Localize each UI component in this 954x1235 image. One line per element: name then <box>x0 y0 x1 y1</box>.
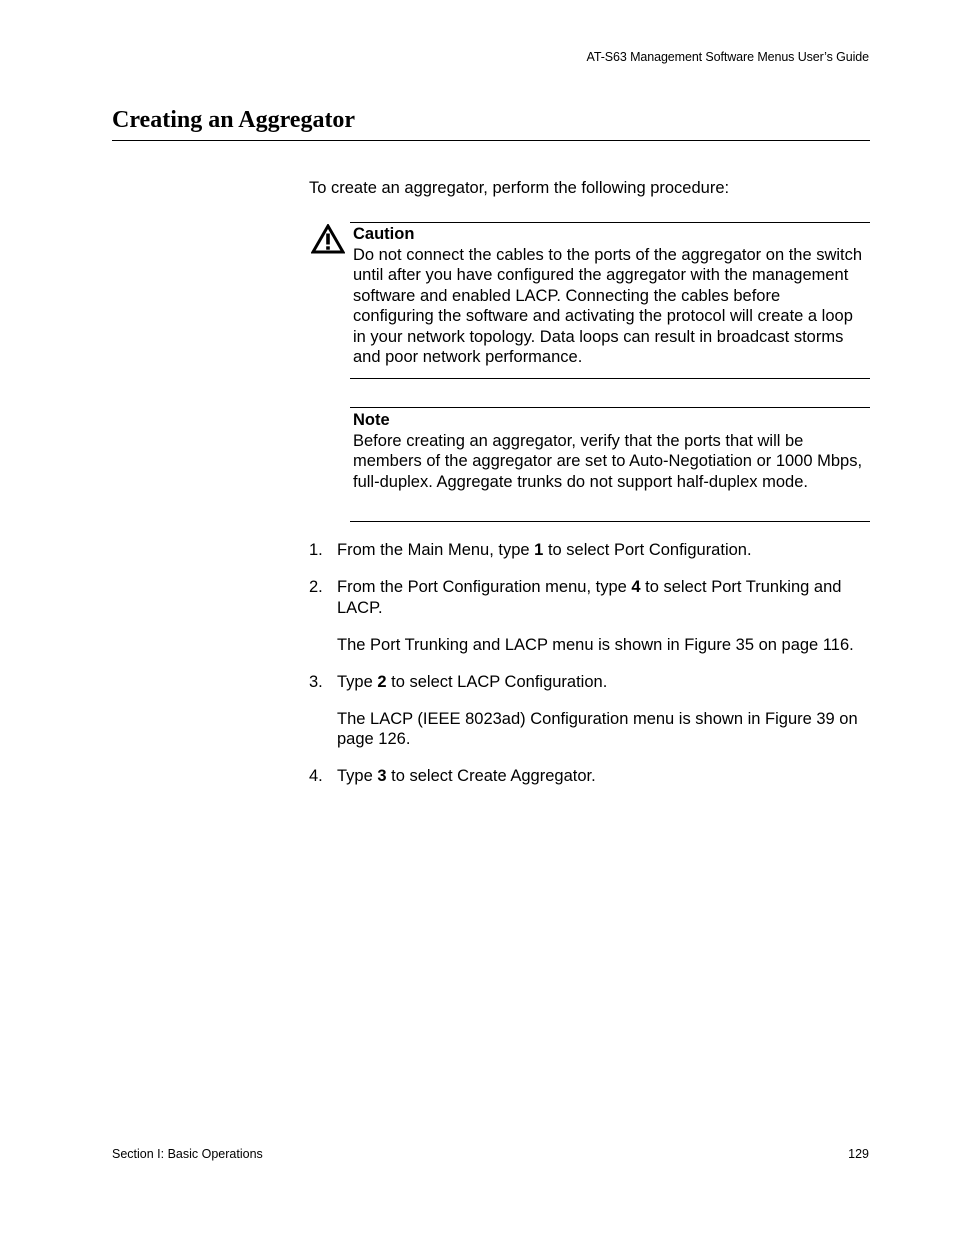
step-number: 2. <box>309 578 323 596</box>
step-3 <box>309 672 874 693</box>
caution-text: Do not connect the cables to the ports of the aggregator on the switch until after you have configured the aggregator with the management software and enabled LACP. Connecting the cables before configuring the software and activating the protocol will create a loop in your network topology. Data loops can result in broadcast storms and poor network performance. <box>353 245 863 366</box>
note-bottom-rule <box>350 521 870 522</box>
section-title: Creating an Aggregator <box>112 107 356 133</box>
note-text: Before creating an aggregator, verify that the ports that will be members of the aggregator are set to Auto-Negotiation or 1000 Mbps, full-duplex. Aggregate trunks do not support half-duplex mode. <box>353 431 863 491</box>
step-key: 1 <box>534 541 544 559</box>
step-text: From the Port Configuration menu, type <box>337 578 632 596</box>
step-3-result: The LACP (IEEE 8023ad) Configuration menu is shown in Figure 39 on page 126. <box>337 709 858 748</box>
step-key: 3 <box>377 767 387 785</box>
step-text: Type <box>337 672 378 691</box>
step-text: Type <box>337 767 378 785</box>
caution-label: Caution <box>353 225 415 243</box>
warning-triangle-icon <box>311 224 345 254</box>
step-text: to select Port Trunking and LACP. <box>337 578 842 617</box>
note-top-rule <box>350 407 870 408</box>
step-2-result: The Port Trunking and LACP menu is shown in Figure 35 on page 116. <box>337 635 854 654</box>
step-number: 3. <box>309 672 323 691</box>
step-1 <box>309 540 874 561</box>
caution-top-rule <box>350 222 870 223</box>
step-number: 4. <box>309 767 323 785</box>
caution-bottom-rule <box>350 378 870 379</box>
procedure-steps <box>309 540 874 803</box>
step-text: From the Main Menu, type <box>337 541 535 559</box>
note-content <box>353 410 863 492</box>
step-text: to select Port Configuration. <box>543 541 752 559</box>
step-text: to select LACP Configuration. <box>386 672 608 691</box>
step-key: 4 <box>631 578 641 596</box>
step-number: 1. <box>309 541 323 559</box>
step-4 <box>309 766 874 787</box>
note-label: Note <box>353 411 390 429</box>
footer-section: Section I: Basic Operations <box>112 1147 263 1161</box>
page-number: 129 <box>848 1147 869 1161</box>
main-content <box>309 178 874 785</box>
caution-content <box>353 224 863 368</box>
step-2 <box>309 577 874 618</box>
step-key: 2 <box>377 672 387 691</box>
title-rule <box>112 140 870 141</box>
step-text: to select Create Aggregator. <box>386 767 596 785</box>
intro-paragraph: To create an aggregator, perform the following procedure: <box>309 179 730 197</box>
running-header: AT-S63 Management Software Menus User’s Guide <box>586 50 869 64</box>
